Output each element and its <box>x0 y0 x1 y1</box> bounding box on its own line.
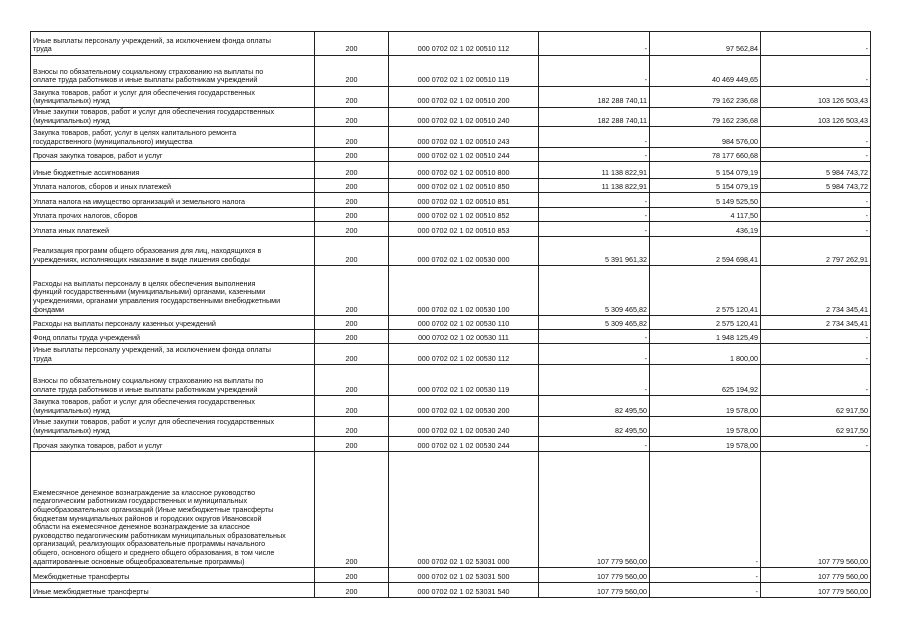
row-classification-cell: 000 0702 02 1 02 00530 000 <box>389 237 539 266</box>
row-unexecuted-cell: - <box>761 32 871 56</box>
row-name-cell: Прочая закупка товаров, работ и услуг <box>31 437 315 452</box>
row-code-cell: 200 <box>315 568 389 583</box>
row-code-cell: 200 <box>315 396 389 417</box>
row-name-cell: Взносы по обязательному социальному страхованию на выплаты по оплате труда работников и иные выплаты работникам учреждений <box>31 56 315 87</box>
row-approved-cell: 5 309 465,82 <box>539 316 650 330</box>
row-code-cell: 200 <box>315 148 389 162</box>
row-approved-cell: 5 309 465,82 <box>539 266 650 316</box>
row-code-cell: 200 <box>315 583 389 598</box>
row-code-cell: 200 <box>315 162 389 179</box>
row-approved-cell: 107 779 560,00 <box>539 452 650 568</box>
row-code-cell: 200 <box>315 316 389 330</box>
row-executed-cell: 5 154 079,19 <box>650 179 761 193</box>
row-code-cell: 200 <box>315 417 389 437</box>
row-name-cell: Взносы по обязательному социальному страхованию на выплаты по оплате труда работников и иные выплаты работникам учреждений <box>31 365 315 396</box>
row-executed-cell: 2 594 698,41 <box>650 237 761 266</box>
row-name-cell: Иные закупки товаров, работ и услуг для обеспечения государственных (муниципальных) нужд <box>31 108 315 127</box>
row-unexecuted-cell: - <box>761 208 871 222</box>
row-name-cell: Иные бюджетные ассигнования <box>31 162 315 179</box>
table-row <box>31 237 871 266</box>
row-name-cell: Уплата иных платежей <box>31 222 315 237</box>
row-unexecuted-cell: - <box>761 344 871 365</box>
row-code-cell: 200 <box>315 452 389 568</box>
row-code-cell: 200 <box>315 365 389 396</box>
row-name-cell: Иные выплаты персоналу учреждений, за исключением фонда оплаты труда <box>31 344 315 365</box>
row-classification-cell: 000 0702 02 1 02 00530 240 <box>389 417 539 437</box>
row-name-cell: Расходы на выплаты персоналу казенных учреждений <box>31 316 315 330</box>
row-unexecuted-cell: - <box>761 365 871 396</box>
table-row <box>31 193 871 208</box>
row-unexecuted-cell: - <box>761 222 871 237</box>
row-unexecuted-cell: - <box>761 127 871 148</box>
table-row <box>31 179 871 193</box>
row-unexecuted-cell: 5 984 743,72 <box>761 179 871 193</box>
row-code-cell: 200 <box>315 344 389 365</box>
table-row <box>31 266 871 316</box>
budget-execution-table <box>30 31 871 598</box>
row-approved-cell: 82 495,50 <box>539 396 650 417</box>
row-executed-cell: 79 162 236,68 <box>650 108 761 127</box>
table-row <box>31 87 871 108</box>
row-classification-cell: 000 0702 02 1 02 00510 850 <box>389 179 539 193</box>
row-name-cell: Иные межбюджетные трансферты <box>31 583 315 598</box>
row-classification-cell: 000 0702 02 1 02 00510 853 <box>389 222 539 237</box>
table-row <box>31 316 871 330</box>
row-executed-cell: - <box>650 452 761 568</box>
row-unexecuted-cell: 107 779 560,00 <box>761 583 871 598</box>
row-unexecuted-cell: 2 734 345,41 <box>761 316 871 330</box>
row-approved-cell: 107 779 560,00 <box>539 583 650 598</box>
row-executed-cell: 78 177 660,68 <box>650 148 761 162</box>
row-classification-cell: 000 0702 02 1 02 00510 243 <box>389 127 539 148</box>
row-classification-cell: 000 0702 02 1 02 00510 852 <box>389 208 539 222</box>
table-body <box>31 32 871 598</box>
row-name-cell: Уплата налогов, сборов и иных платежей <box>31 179 315 193</box>
row-code-cell: 200 <box>315 193 389 208</box>
row-executed-cell: 79 162 236,68 <box>650 87 761 108</box>
row-executed-cell: 19 578,00 <box>650 396 761 417</box>
row-code-cell: 200 <box>315 208 389 222</box>
row-executed-cell: 5 154 079,19 <box>650 162 761 179</box>
row-classification-cell: 000 0702 02 1 02 00510 240 <box>389 108 539 127</box>
row-approved-cell: - <box>539 365 650 396</box>
row-name-cell: Прочая закупка товаров, работ и услуг <box>31 148 315 162</box>
row-executed-cell: 97 562,84 <box>650 32 761 56</box>
row-unexecuted-cell: 2 797 262,91 <box>761 237 871 266</box>
row-classification-cell: 000 0702 02 1 02 00530 100 <box>389 266 539 316</box>
row-code-cell: 200 <box>315 87 389 108</box>
table-row <box>31 32 871 56</box>
row-approved-cell: - <box>539 148 650 162</box>
row-approved-cell: - <box>539 208 650 222</box>
row-code-cell: 200 <box>315 237 389 266</box>
row-name-cell: Уплата прочих налогов, сборов <box>31 208 315 222</box>
row-executed-cell: 5 149 525,50 <box>650 193 761 208</box>
table-row <box>31 437 871 452</box>
row-approved-cell: 182 288 740,11 <box>539 87 650 108</box>
row-name-cell: Фонд оплаты труда учреждений <box>31 330 315 344</box>
table-row <box>31 417 871 437</box>
row-executed-cell: 40 469 449,65 <box>650 56 761 87</box>
table-row <box>31 148 871 162</box>
row-classification-cell: 000 0702 02 1 02 00530 111 <box>389 330 539 344</box>
row-name-cell: Уплата налога на имущество организаций и земельного налога <box>31 193 315 208</box>
row-code-cell: 200 <box>315 222 389 237</box>
row-classification-cell: 000 0702 02 1 02 00530 110 <box>389 316 539 330</box>
table-row <box>31 162 871 179</box>
row-code-cell: 200 <box>315 127 389 148</box>
row-code-cell: 200 <box>315 32 389 56</box>
row-name-cell: Межбюджетные трансферты <box>31 568 315 583</box>
row-approved-cell: 11 138 822,91 <box>539 179 650 193</box>
row-unexecuted-cell: 2 734 345,41 <box>761 266 871 316</box>
row-executed-cell: 436,19 <box>650 222 761 237</box>
row-unexecuted-cell: - <box>761 148 871 162</box>
row-executed-cell: - <box>650 583 761 598</box>
row-executed-cell: 19 578,00 <box>650 437 761 452</box>
row-classification-cell: 000 0702 02 1 02 53031 500 <box>389 568 539 583</box>
row-classification-cell: 000 0702 02 1 02 00510 851 <box>389 193 539 208</box>
row-executed-cell: 2 575 120,41 <box>650 316 761 330</box>
row-unexecuted-cell: 62 917,50 <box>761 417 871 437</box>
row-executed-cell: - <box>650 568 761 583</box>
row-unexecuted-cell: 107 779 560,00 <box>761 452 871 568</box>
row-name-cell: Иные выплаты персоналу учреждений, за исключением фонда оплаты труда <box>31 32 315 56</box>
table-row <box>31 127 871 148</box>
row-approved-cell: 11 138 822,91 <box>539 162 650 179</box>
row-classification-cell: 000 0702 02 1 02 00510 244 <box>389 148 539 162</box>
row-approved-cell: - <box>539 32 650 56</box>
row-executed-cell: 625 194,92 <box>650 365 761 396</box>
row-executed-cell: 19 578,00 <box>650 417 761 437</box>
row-executed-cell: 1 800,00 <box>650 344 761 365</box>
row-executed-cell: 984 576,00 <box>650 127 761 148</box>
table-row <box>31 396 871 417</box>
row-approved-cell: 82 495,50 <box>539 417 650 437</box>
row-approved-cell: - <box>539 330 650 344</box>
row-approved-cell: 182 288 740,11 <box>539 108 650 127</box>
row-classification-cell: 000 0702 02 1 02 00510 200 <box>389 87 539 108</box>
row-classification-cell: 000 0702 02 1 02 00530 244 <box>389 437 539 452</box>
row-unexecuted-cell: - <box>761 437 871 452</box>
row-executed-cell: 1 948 125,49 <box>650 330 761 344</box>
row-classification-cell: 000 0702 02 1 02 00510 119 <box>389 56 539 87</box>
row-classification-cell: 000 0702 02 1 02 53031 000 <box>389 452 539 568</box>
table-row <box>31 208 871 222</box>
row-code-cell: 200 <box>315 179 389 193</box>
row-unexecuted-cell: - <box>761 330 871 344</box>
row-unexecuted-cell: - <box>761 56 871 87</box>
row-code-cell: 200 <box>315 56 389 87</box>
row-executed-cell: 4 117,50 <box>650 208 761 222</box>
row-approved-cell: 107 779 560,00 <box>539 568 650 583</box>
row-name-cell: Закупка товаров, работ и услуг для обеспечения государственных (муниципальных) нужд <box>31 87 315 108</box>
row-code-cell: 200 <box>315 266 389 316</box>
row-unexecuted-cell: 103 126 503,43 <box>761 108 871 127</box>
table-row <box>31 108 871 127</box>
row-name-cell: Расходы на выплаты персоналу в целях обеспечения выполнения функций государственными (муниципальными) органами, казенными учреждениями, органами управления государственными внебюджетными фондами <box>31 266 315 316</box>
row-name-cell: Реализация программ общего образования для лиц, находящихся в учреждениях, исполняющих наказание в виде лишения свободы <box>31 237 315 266</box>
table-row <box>31 330 871 344</box>
row-unexecuted-cell: 62 917,50 <box>761 396 871 417</box>
row-unexecuted-cell: 107 779 560,00 <box>761 568 871 583</box>
row-classification-cell: 000 0702 02 1 02 00530 112 <box>389 344 539 365</box>
table-row <box>31 365 871 396</box>
row-name-cell: Закупка товаров, работ, услуг в целях капитального ремонта государственного (муниципального) имущества <box>31 127 315 148</box>
row-name-cell: Иные закупки товаров, работ и услуг для обеспечения государственных (муниципальных) нужд <box>31 417 315 437</box>
table-row <box>31 452 871 568</box>
row-unexecuted-cell: 103 126 503,43 <box>761 87 871 108</box>
table-row <box>31 344 871 365</box>
row-approved-cell: - <box>539 437 650 452</box>
row-classification-cell: 000 0702 02 1 02 00510 800 <box>389 162 539 179</box>
table-row <box>31 56 871 87</box>
row-unexecuted-cell: 5 984 743,72 <box>761 162 871 179</box>
row-classification-cell: 000 0702 02 1 02 00510 112 <box>389 32 539 56</box>
row-code-cell: 200 <box>315 108 389 127</box>
row-unexecuted-cell: - <box>761 193 871 208</box>
row-approved-cell: - <box>539 193 650 208</box>
row-code-cell: 200 <box>315 437 389 452</box>
row-approved-cell: - <box>539 56 650 87</box>
row-name-cell: Ежемесячное денежное вознаграждение за классное руководство педагогическим работникам государственных и муниципальных общеобразовательных организаций (Иные межбюджетные трансферты бюджетам муниципальных районов и городских округов Ивановской области на ежемесячное денежное вознаграждение за классное руководство педагогическим работникам муниципальных образовательных организаций, реализующих образовательные программы начального общего, основного общего и среднего общего образования, в том числе адаптированные основные общеобразовательные программы) <box>31 452 315 568</box>
table-row <box>31 568 871 583</box>
table-row <box>31 583 871 598</box>
row-classification-cell: 000 0702 02 1 02 53031 540 <box>389 583 539 598</box>
row-approved-cell: - <box>539 344 650 365</box>
row-approved-cell: - <box>539 127 650 148</box>
row-name-cell: Закупка товаров, работ и услуг для обеспечения государственных (муниципальных) нужд <box>31 396 315 417</box>
row-approved-cell: - <box>539 222 650 237</box>
row-approved-cell: 5 391 961,32 <box>539 237 650 266</box>
row-classification-cell: 000 0702 02 1 02 00530 119 <box>389 365 539 396</box>
table-row <box>31 222 871 237</box>
row-code-cell: 200 <box>315 330 389 344</box>
row-classification-cell: 000 0702 02 1 02 00530 200 <box>389 396 539 417</box>
row-executed-cell: 2 575 120,41 <box>650 266 761 316</box>
